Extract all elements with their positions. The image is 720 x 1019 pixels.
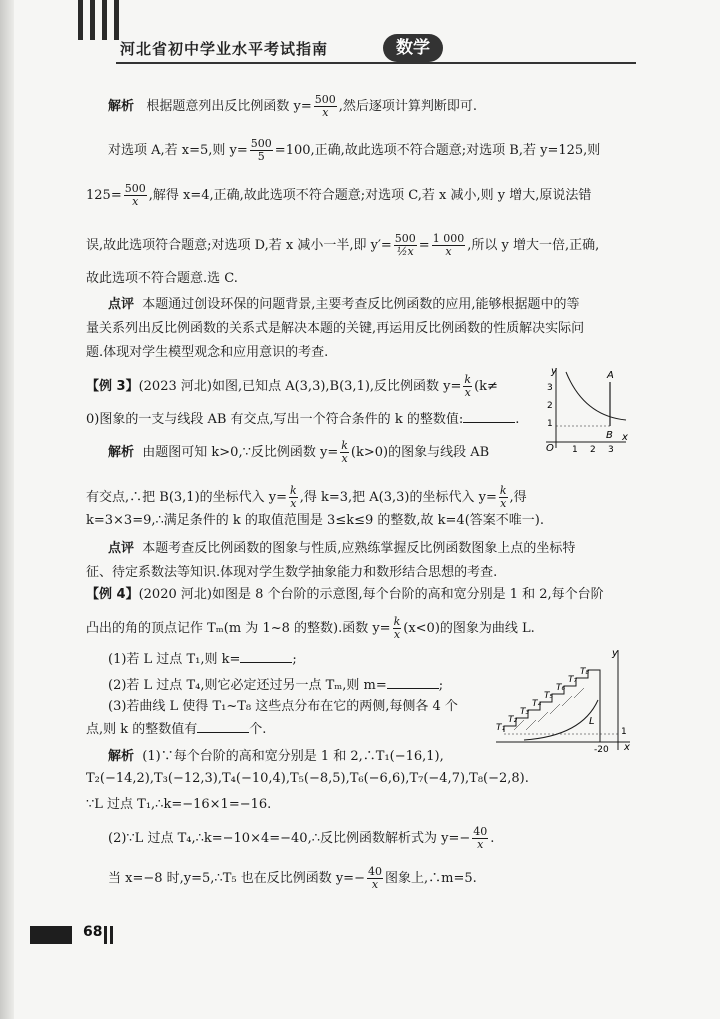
fig1-y-tick-2: 2 (547, 401, 553, 411)
example-4-line-1: 【例 4】(2020 河北)如图是 8 个台阶的示意图,每个台阶的高和宽分别是 1 和 2,每个台阶 (86, 587, 604, 602)
fraction: $\frac{500}{x}$ (314, 93, 336, 119)
analysis-4-line-3: ∵L 过点 T₁,∴k=−16×1=−16. (86, 797, 272, 812)
fig2-step-6: T₆ (556, 683, 566, 693)
fig1-x-tick-2: 2 (590, 445, 596, 452)
example-3-line-1: 【例 3】(2023 河北)如图,已知点 A(3,3),B(3,1),反比例函数 y= $\frac{k}{x}$ (k≠ (86, 373, 498, 399)
fig2-y-tick: 1 (621, 727, 627, 737)
fig2-step-2: T₂ (508, 715, 518, 725)
answer-blank[interactable] (387, 676, 439, 689)
analysis-1-line-4: 误,故此选项符合题意;对选项 D,若 x 减小一半,即 y′= $\frac{500}{\text{½x}}$ = $\frac{1 000}{x}$ ,所以 y 增大一倍,正确, (86, 232, 600, 258)
analysis-1-line-5: 故此选项不符合题意.选 C. (86, 271, 238, 286)
fig2-step-8: T₈ (580, 667, 590, 677)
analysis-4-line-4: (2)∵L 过点 T₄,∴k=−10×4=−40,∴反比例函数解析式为 y=− $\frac{40}{x}$ . (108, 825, 495, 851)
comment-1-line-1: 点评 本题通过创设环保的问题背景,主要考查反比例函数的应用,能够根据题中的等 (108, 297, 580, 312)
fig1-y-tick-3: 3 (547, 383, 553, 393)
question-3-line-2: 点,则 k 的整数值有 个. (86, 722, 267, 737)
fig2-step-4: T₄ (532, 699, 542, 709)
page-header (68, 22, 658, 68)
figure-1 (538, 364, 630, 452)
footer-bar (30, 926, 72, 944)
fig1-origin: O (546, 443, 554, 452)
comment-1-line-3: 题.体现对学生模型观念和应用意识的考查. (86, 345, 329, 360)
fig2-curve-label: L (589, 716, 595, 727)
fig2-step-3: T₃ (520, 707, 530, 717)
answer-blank[interactable] (463, 410, 515, 423)
page-number: 68 (83, 924, 103, 940)
question-3-line-1: (3)若曲线 L 使得 T₁~T₈ 这些点分布在它的两侧,每侧各 4 个 (108, 699, 458, 714)
analysis-4-line-2: T₂(−14,2),T₃(−12,3),T₄(−10,4),T₅(−8,5),T₆(−6,6),T₇(−4,7),T₈(−2,8). (86, 771, 529, 786)
footer-mark (104, 926, 107, 944)
fig2-step-7: T₇ (568, 675, 578, 685)
fig2-x-tick: -20 (594, 745, 609, 752)
fig1-y-label: y (551, 366, 557, 377)
footer-mark (110, 926, 113, 944)
analysis-4-line-5: 当 x=−8 时,y=5,∴T₅ 也在反比例函数 y=− $\frac{40}{x}$ 图象上,∴m=5. (108, 865, 477, 891)
header-divider (116, 62, 636, 64)
question-1: (1)若 L 过点 T₁,则 k= ; (108, 652, 297, 667)
fig2-step-5: T₅ (544, 691, 554, 701)
analysis-3-line-3: k=3×3=9,∴满足条件的 k 的取值范围是 3≤k≤9 的整数,故 k=4(答案不唯一). (86, 513, 544, 528)
comment-1-line-2: 量关系列出反比例函数的关系式是解决本题的关键,再运用反比例函数的性质解决实际问 (86, 321, 585, 336)
comment-3-line-2: 征、待定系数法等知识.体现对学生数学抽象能力和数形结合思想的考查. (86, 565, 498, 580)
answer-blank[interactable] (197, 720, 249, 733)
page-edge (0, 0, 14, 1019)
analysis-4-line-1: 解析 (1)∵每个台阶的高和宽分别是 1 和 2,∴T₁(−16,1), (108, 749, 444, 764)
analysis-1-line-2: 对选项 A,若 x=5,则 y= $\frac{500}{5}$ =100,正确,故此选项不符合题意;对选项 B,若 y=125,则 (108, 137, 601, 163)
analysis-1-line-1 (108, 94, 477, 119)
fig1-y-tick-1: 1 (547, 419, 553, 429)
analysis-3-line-1: 解析 由题图可知 k>0,∵反比例函数 y= $\frac{k}{x}$ (k>0)的图象与线段 AB (108, 439, 490, 465)
fig1-x-label: x (622, 432, 628, 443)
analysis-3-line-2: 有交点,∴把 B(3,1)的坐标代入 y= $\frac{k}{x}$ ,得 k=3,把 A(3,3)的坐标代入 y= $\frac{k}{x}$ ,得 (86, 484, 527, 510)
example-3-line-2: 0)图象的一支与线段 AB 有交点,写出一个符合条件的 k 的整数值: . (86, 412, 520, 427)
fig1-x-tick-1: 1 (572, 445, 578, 452)
analysis-label: 解析 (108, 99, 135, 114)
header-title: 河北省初中学业水平考试指南 (120, 40, 329, 58)
fig2-step-1: T₁ (496, 723, 506, 733)
question-2: (2)若 L 过点 T₄,则它必定还过另一点 Tₘ,则 m= ; (108, 678, 444, 693)
fig2-x-label: x (624, 742, 630, 752)
text: 根据题意列出反比例函数 y= (146, 99, 312, 114)
fig2-y-label: y (612, 648, 618, 659)
analysis-1-line-3: 125= $\frac{500}{x}$ ,解得 x=4,正确,故此选项不符合题意;对选项 C,若 x 减小,则 y 增大,原说法错 (86, 182, 592, 208)
figure-2 (494, 646, 634, 752)
fig1-x-tick-3: 3 (608, 445, 614, 452)
example-4-line-2: 凸出的角的顶点记作 Tₘ(m 为 1~8 的整数).函数 y= $\frac{k}{x}$ (x<0)的图象为曲线 L. (86, 615, 535, 641)
comment-3-line-1: 点评 本题考查反比例函数的图象与性质,应熟练掌握反比例函数图象上点的坐标特 (108, 541, 576, 556)
fig1-point-a: A (607, 370, 614, 381)
fig1-point-b: B (606, 430, 613, 441)
text: ,然后逐项计算判断即可. (338, 99, 478, 114)
subject-badge: 数学 (383, 34, 443, 62)
answer-blank[interactable] (240, 650, 292, 663)
